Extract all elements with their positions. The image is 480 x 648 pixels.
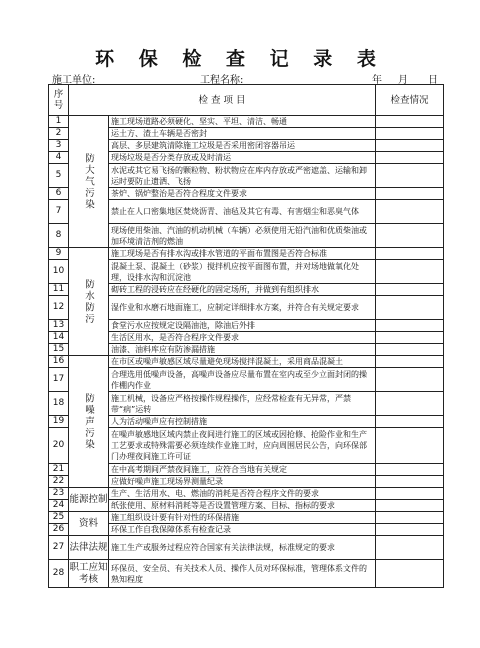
status-cell[interactable]: [376, 428, 444, 464]
category-label: 资料: [69, 512, 109, 536]
status-cell[interactable]: [376, 524, 444, 536]
row-text: 纸张使用、原材料消耗等是否设置管理方案、目标、指标的要求: [109, 500, 376, 512]
row-number: 1: [49, 116, 69, 128]
row-text: 施工现场道路必须硬化、坚实、平坦、清洁、畅通: [109, 116, 376, 128]
category-label: 法律法规: [69, 536, 109, 560]
day-label: 日: [428, 75, 438, 86]
row-number: 18: [49, 392, 69, 416]
status-cell[interactable]: [376, 536, 444, 560]
row-text: 水泥或其它易飞扬的颗粒物、粉状物应在库内存放或严密遮盖、运输和卸运时要防止遗洒、飞扬: [109, 164, 376, 188]
row-number: 3: [49, 140, 69, 152]
table-row: [49, 524, 444, 536]
row-text: 施工组织设计要有针对性的环保措施: [109, 512, 376, 524]
row-text: 生活区用水，是否符合程序文件要求: [109, 332, 376, 344]
status-cell[interactable]: [376, 488, 444, 500]
table-row: [49, 464, 444, 476]
row-text: 砌砖工程的浸砖应在经硬化的固定场所，并做到有组织排水: [109, 284, 376, 296]
row-number: 6: [49, 188, 69, 200]
status-cell[interactable]: [376, 344, 444, 356]
table-row: [49, 296, 444, 320]
table-row: [49, 512, 444, 524]
status-cell[interactable]: [376, 392, 444, 416]
status-cell[interactable]: [376, 512, 444, 524]
table-row: [49, 476, 444, 488]
status-cell[interactable]: [376, 116, 444, 128]
row-number: 10: [49, 260, 69, 284]
status-cell[interactable]: [376, 368, 444, 392]
row-number: 24: [49, 500, 69, 512]
row-text: 在噪声敏感地区域内禁止夜间进行施工的区域或因抢修、抢险作业和生产工艺要求或特殊需要必须连续作业施工时，应向周围居民公告，向环保部门办理夜间施工许可证: [109, 428, 376, 464]
table-row: [49, 344, 444, 356]
row-text: 在中高考期间严禁夜间施工，应符合当地有关规定: [109, 464, 376, 476]
row-number: 23: [49, 488, 69, 500]
row-number: 5: [49, 164, 69, 188]
table-row: [49, 560, 444, 588]
status-cell[interactable]: [376, 332, 444, 344]
table-row: [49, 260, 444, 284]
status-cell[interactable]: [376, 320, 444, 332]
row-text: 在市区或噪声敏感区域尽量避免现场搅拌混凝土，采用商品混凝土: [109, 356, 376, 368]
inspection-table: [48, 84, 444, 588]
category-label: 能源控制: [69, 488, 109, 512]
row-text: 油漆、油料库应有防渗漏措施: [109, 344, 376, 356]
month-label: 月: [398, 75, 408, 86]
row-text: 现场使用柴油、汽油的机动机械（车辆）必须使用无铅汽油和优质柴油或加环境清洁剂的燃油: [109, 224, 376, 248]
row-text: 湿作业和水磨石地面施工，应制定详细排水方案，并符合有关规定要求: [109, 296, 376, 320]
status-cell[interactable]: [376, 464, 444, 476]
status-cell[interactable]: [376, 284, 444, 296]
table-row: [49, 320, 444, 332]
row-text: 环保工作自我保障体系有检查记录: [109, 524, 376, 536]
row-number: 14: [49, 332, 69, 344]
row-text: 运土方、渣土车辆是否密封: [109, 128, 376, 140]
row-number: 4: [49, 152, 69, 164]
status-cell[interactable]: [376, 224, 444, 248]
row-number: 13: [49, 320, 69, 332]
table-header: [49, 85, 444, 116]
row-number: 27: [49, 536, 69, 560]
status-cell[interactable]: [376, 416, 444, 428]
category-label: 防大气污染: [83, 152, 94, 211]
row-text: 环保员、安全员、有关技术人员、操作人员对环保标准，管理体系文件的熟知程度: [109, 560, 376, 588]
category-cell: [69, 116, 109, 248]
table-row: [49, 128, 444, 140]
table-row: [49, 224, 444, 248]
row-number: 20: [49, 428, 69, 464]
row-text: 施工现场是否有排水沟或排水管道的平面布置图是否符合标准: [109, 248, 376, 260]
row-text: 施工生产或服务过程应符合国家有关法律法规，标准规定的要求: [109, 536, 376, 560]
row-number: 25: [49, 512, 69, 524]
row-text: 合理选用低噪声设备，高噪声设备应尽量布置在室内或至少立面封闭的操作棚内作业: [109, 368, 376, 392]
row-text: 茶炉、锅炉整治是否符合程度文件要求: [109, 188, 376, 200]
row-number: 22: [49, 476, 69, 488]
row-number: 17: [49, 368, 69, 392]
status-cell[interactable]: [376, 476, 444, 488]
table-row: [49, 164, 444, 188]
table-row: [49, 416, 444, 428]
table-row: [49, 536, 444, 560]
table-row: [49, 248, 444, 260]
row-text: 应做好噪声施工现场界测量纪录: [109, 476, 376, 488]
status-cell[interactable]: [376, 152, 444, 164]
row-number: 2: [49, 128, 69, 140]
year-label: 年: [372, 75, 382, 86]
table-row: [49, 428, 444, 464]
table-row: [49, 188, 444, 200]
construction-unit-label: 施工单位:: [52, 75, 96, 86]
category-cell: [69, 248, 109, 356]
status-cell[interactable]: [376, 248, 444, 260]
status-cell[interactable]: [376, 164, 444, 188]
category-label: 职工应知考核: [69, 560, 109, 588]
status-cell[interactable]: [376, 188, 444, 200]
table-row: [49, 200, 444, 224]
seq-header: 序号: [49, 85, 69, 116]
table-row: [49, 152, 444, 164]
category-cell: [69, 356, 109, 488]
row-number: 26: [49, 524, 69, 536]
table-row: [49, 392, 444, 416]
page-title: 环 保 检 查 记 录 表: [95, 48, 385, 70]
category-label: 防噪声污染: [83, 392, 94, 451]
category-label: 防水防污: [83, 278, 94, 325]
row-text: 食堂污水应按规定设隔油池，除油后外排: [109, 320, 376, 332]
status-cell[interactable]: [376, 356, 444, 368]
table-row: [49, 284, 444, 296]
row-text: 施工机械，设备应严格按操作规程操作，应经常检查有无异常，严禁带“病”运转: [109, 392, 376, 416]
row-number: 12: [49, 296, 69, 320]
row-number: 19: [49, 416, 69, 428]
row-text: 人为活动噪声应有控制措施: [109, 416, 376, 428]
status-cell[interactable]: [376, 140, 444, 152]
status-cell[interactable]: [376, 260, 444, 284]
table-row: [49, 368, 444, 392]
row-text: 混凝土泵、混凝土（砂浆）搅拌机应按平面图布置，并对场地做氧化处理，设排水沟和沉淀池: [109, 260, 376, 284]
form-meta: [52, 71, 440, 84]
item-header: 检 查 项 目: [69, 85, 376, 116]
project-name-label: 工程名称:: [200, 75, 244, 86]
row-number: 9: [49, 248, 69, 260]
row-text: 生产、生活用水、电、燃油的消耗是否符合程序文件的要求: [109, 488, 376, 500]
row-number: 8: [49, 224, 69, 248]
status-header: 检查情况: [376, 85, 444, 116]
row-number: 28: [49, 560, 69, 588]
status-cell[interactable]: [376, 500, 444, 512]
row-number: 7: [49, 200, 69, 224]
status-cell[interactable]: [376, 128, 444, 140]
row-number: 16: [49, 356, 69, 368]
row-text: 高层、多层建筑清除施工垃圾是否采用密闭容器吊运: [109, 140, 376, 152]
table-row: [49, 488, 444, 500]
row-number: 11: [49, 284, 69, 296]
status-cell[interactable]: [376, 200, 444, 224]
row-number: 21: [49, 464, 69, 476]
row-text: 禁止在人口密集地区焚烧沥青、油毡及其它有毒、有害烟尘和恶臭气体: [109, 200, 376, 224]
table-row: [49, 140, 444, 152]
status-cell[interactable]: [376, 560, 444, 588]
row-text: 现场垃圾是否分类存放或及时清运: [109, 152, 376, 164]
table-row: [49, 356, 444, 368]
table-row: [49, 116, 444, 128]
status-cell[interactable]: [376, 296, 444, 320]
table-row: [49, 332, 444, 344]
row-number: 15: [49, 344, 69, 356]
